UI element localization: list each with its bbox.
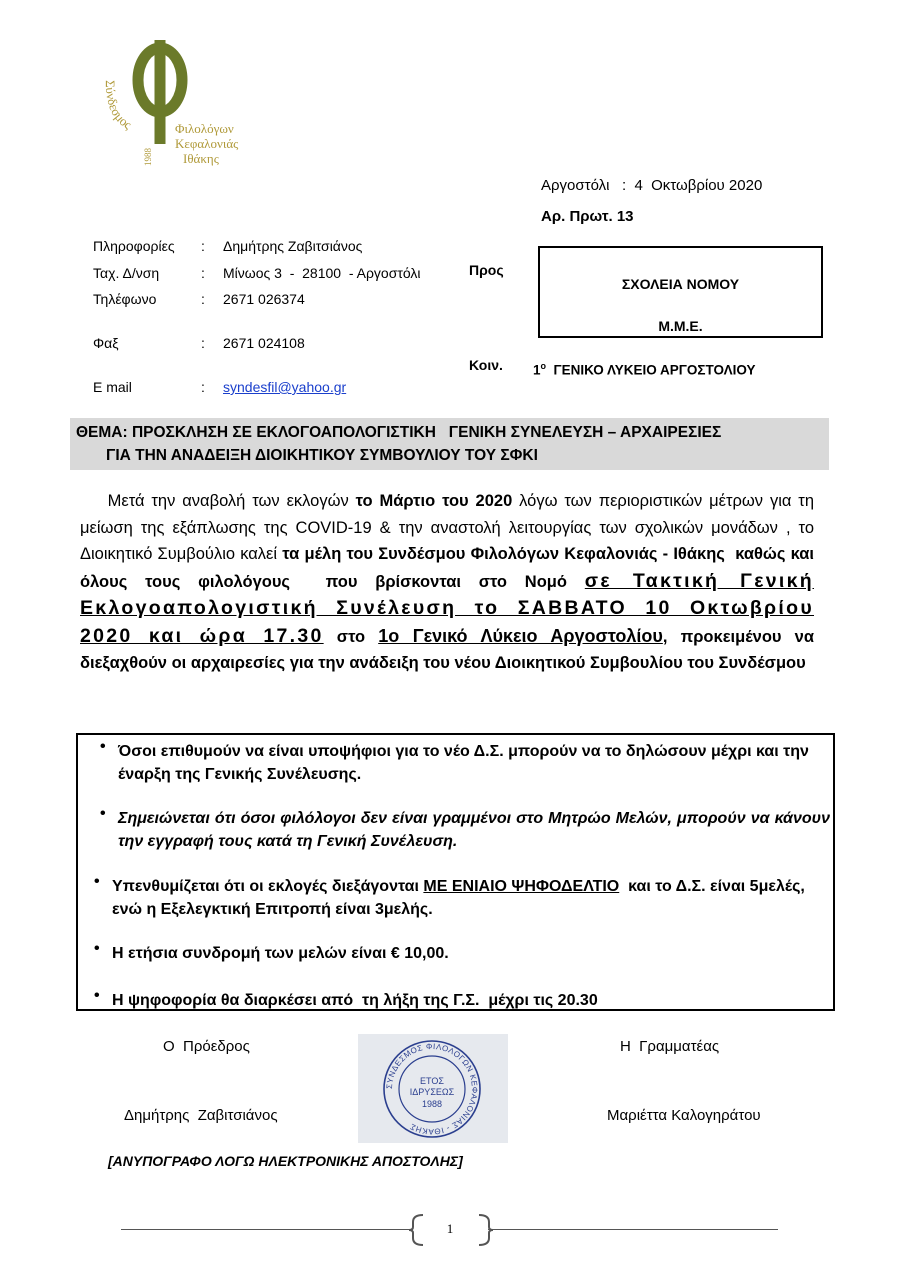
email-link[interactable]: syndesfil@yahoo.gr [223,379,347,395]
koin-text: ΓΕΝΙΚΟ ΛΥΚΕΙΟ ΑΡΓΟΣΤΟΛΙΟΥ [546,362,756,378]
info-colon: : [201,265,205,281]
place-date: Αργοστόλι : 4 Οκτωβρίου 2020 [541,177,763,194]
association-logo [100,40,260,175]
info-label: Πληροφορίες [93,238,175,254]
body-text: Μετά την αναβολή των εκλογών [80,492,356,510]
note-fee: Η ετήσια συνδρομή των μελών είναι € 10,00. [112,945,449,962]
body-bold-members: τα μέλη του Συνδέσμου Φιλολόγων Κεφαλονιάς - Ιθάκης [282,545,725,563]
body-bold-text: στο [323,627,379,646]
note-ballot [112,875,830,921]
logo-year: 1988 [143,148,153,166]
info-colon: : [201,335,205,351]
association-stamp [358,1034,508,1143]
note-candidates: Όσοι επιθυμούν να είναι υποψήφιοι για το νέο Δ.Σ. μπορούν να το δηλώσουν μέχρι και την έναρξη της Γενικής Συνέλευσης. [118,743,809,783]
info-label: Ταχ. Δ/νση [93,265,160,281]
protocol-number: Αρ. Πρωτ. 13 [541,208,634,225]
page-number: 1 [446,1221,454,1236]
body-text: λόγω των περιοριστικών μέτρων για τη μείωση της εξάπλωσης της COVID-19 & την αναστολή λειτουργίας των σχολικών μονάδων , το Διοικητικό Συμβούλιο καλεί [80,492,814,563]
secretary-name: Μαριέττα Καλογηράτου [607,1107,761,1124]
body-bold-text: , προκειμένου να διεξαχθούν οι αρχαιρεσίες για την ανάδειξη του νέου Διοικητικού Συμβουλίου του Συνδέσμου [80,627,814,672]
subject-line-2: ΓΙΑ ΤΗΝ ΑΝΑΔΕΙΞΗ ΔΙΟΙΚΗΤΙΚΟΥ ΣΥΜΒΟΥΛΙΟΥ ΤΟΥ ΣΦΚΙ [106,447,538,464]
logo-line-3: Ιθάκης [183,151,219,166]
unsigned-note: [ΑΝΥΠΟΓΡΑΦΟ ΛΟΓΩ ΗΛΕΚΤΡΟΝΙΚΗΣ ΑΠΟΣΤΟΛΗΣ] [108,1153,463,1169]
president-name: Δημήτρης Ζαβιτσιάνος [124,1107,278,1124]
bullet-dot: • [94,873,100,890]
stamp-ring-text: ΣΥΝΔΕΣΜΟΣ ΦΙΛΟΛΟΓΩΝ ΚΕΦΑΛΟΝΙΑΣ - ΙΘΑΚΗΣ [384,1041,480,1137]
note-ballot-highlight: ΜΕ ΕΝΙΑΙΟ ΨΗΦΟΔΕΛΤΙΟ [423,878,620,895]
bullet-dot: • [100,738,106,755]
recipient-line-2: Μ.Μ.Ε. [658,318,703,334]
footer-rule-right [488,1229,778,1230]
body-bold-date: το Μάρτιο του 2020 [355,492,513,510]
logo-line-1: Φιλολόγων [175,121,234,136]
info-value: Δημήτρης Ζαβιτσιάνος [223,238,363,254]
recipients-box [538,246,823,338]
stamp-center-line-3: 1988 [421,1099,443,1109]
info-value: 2671 026374 [223,291,305,307]
pros-label: Προς [469,262,504,278]
info-label: Τηλέφωνο [93,291,157,307]
info-value: 2671 024108 [223,335,305,351]
bullet-dot: • [94,940,100,957]
invitation-paragraph [80,488,819,677]
logo-arc-text: Σύνδεσμος [102,80,135,133]
info-value: Μίνωος 3 - 28100 - Αργοστόλι [223,265,421,281]
president-title: Ο Πρόεδρος [163,1038,250,1055]
subject-banner [70,418,829,470]
body-meeting-details: σε Τακτική Γενική Εκλογοαπολογιστική Συνέλευση το ΣΑΒΒΑΤΟ 10 Οκτωβρίου 2020 και ώρα 17.30 [80,569,814,647]
info-colon: : [201,238,205,254]
stamp-center-line-2: ΙΔΡΥΣΕΩΣ [409,1087,455,1097]
body-bold-text: καθώς και όλους τους φιλολόγους που βρίσκονται στο Νομό [80,545,819,591]
note-text: Υπενθυμίζεται ότι οι εκλογές διεξάγονται [112,878,424,895]
notes-box [76,733,835,1011]
koin-recipient [533,361,756,378]
koin-number: 1 [533,362,541,378]
note-registration: Σημειώνεται ότι όσοι φιλόλογοι δεν είναι γραμμένοι στο Μητρώο Μελών, μπορούν να κάνουν την εγγραφή τους κατά τη Γενική Συνέλευση. [118,810,830,850]
recipient-line-1: ΣΧΟΛΕΙΑ ΝΟΜΟΥ [621,276,740,292]
koin-superscript: ο [540,361,547,371]
body-venue: 1ο Γενικό Λύκειο Αργοστολίου [378,625,663,646]
stamp-center-line-1: ΕΤΟΣ [420,1076,444,1086]
koin-label: Κοιν. [469,357,503,373]
bullet-dot: • [100,805,106,822]
logo-line-2: Κεφαλονιάς [175,136,239,151]
secretary-title: Η Γραμματέας [620,1038,720,1055]
info-label: E mail [93,379,132,395]
subject-line-1: ΘΕΜΑ: ΠΡΟΣΚΛΗΣΗ ΣΕ ΕΚΛΟΓΟΑΠΟΛΟΓΙΣΤΙΚΗ ΓΕΝΙΚΗ ΣΥΝΕΛΕΥΣΗ – ΑΡΧΑΙΡΕΣΙΕΣ [76,424,722,441]
info-colon: : [201,291,205,307]
info-colon: : [201,379,205,395]
note-text: και το Δ.Σ. είναι 5μελές, ενώ η Εξελεγκτική Επιτροπή είναι 3μελής. [112,878,810,918]
info-label: Φαξ [93,335,119,351]
bullet-dot: • [94,987,100,1004]
footer-rule-left [121,1229,413,1230]
note-voting-hours: Η ψηφοφορία θα διαρκέσει από τη λήξη της Γ.Σ. μέχρι τις 20.30 [112,992,598,1009]
